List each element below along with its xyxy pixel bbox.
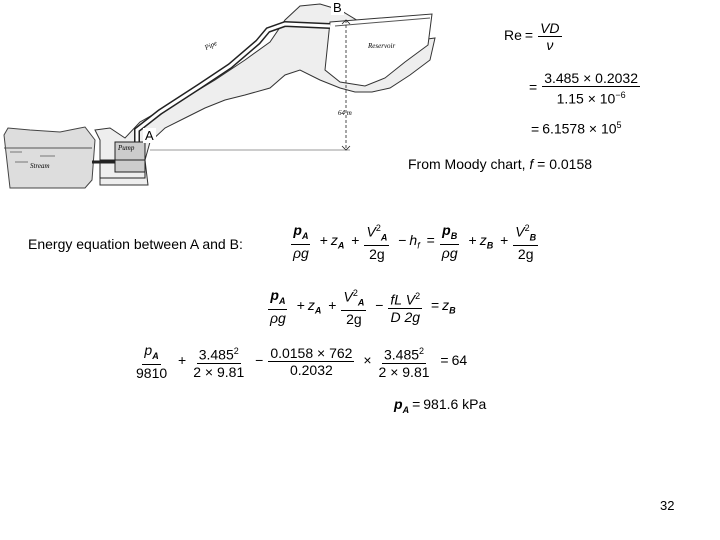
energy-equation-simplified: $\frac{p_A}{\rho g}$ + $z_A$ + $\frac{V^2_A}{2g}$ − $\frac{fL V^2}{D 2g}$ = $z_B$ [270, 286, 456, 328]
energy-equation-numeric: $\frac{p_A}{9810}$ + $\frac{3.485^2}{2 \times 9.81}$ − $\frac{0.0158 \times 762}{0.2032}$ × $\frac{3.485^2}{2 \times 9.81}$ = 64 [136, 342, 468, 381]
energy-equation-general: $\frac{p_A}{\rho g}$ + $z_A$ + $\frac{V^2_A}{2g}$ − $h_f$ = $\frac{p_B}{\rho g}$ + $z_B$ + $\frac{V^2_B}{2g}$ [293, 221, 537, 263]
reservoir-label: Reservoir [368, 42, 396, 50]
point-a-label: A [145, 128, 154, 143]
energy-equation-intro: Energy equation between A and B: [28, 236, 243, 252]
stream-label: Stream [30, 162, 50, 170]
page-number: 32 [660, 498, 675, 513]
pump-reservoir-diagram [0, 0, 440, 200]
point-b-label: B [333, 0, 342, 15]
moody-chart-text: From Moody chart, f = 0.0158 [408, 156, 593, 172]
pipe-label: Pipe [203, 39, 219, 52]
reynolds-line-1: Re = $\frac{VD}{\nu}$ [504, 20, 560, 53]
energy-result: $p_A = 981.6$ kPa [394, 396, 487, 415]
height-label: 64 m [338, 109, 352, 117]
reynolds-line-3: = $6.1578 \times 10^5$ [531, 120, 622, 137]
pump-label: Pump [118, 144, 135, 152]
reynolds-line-2: = $\frac{3.485 \times 0.2032}{1.15 \times 10^{-6}}$ [529, 70, 638, 107]
